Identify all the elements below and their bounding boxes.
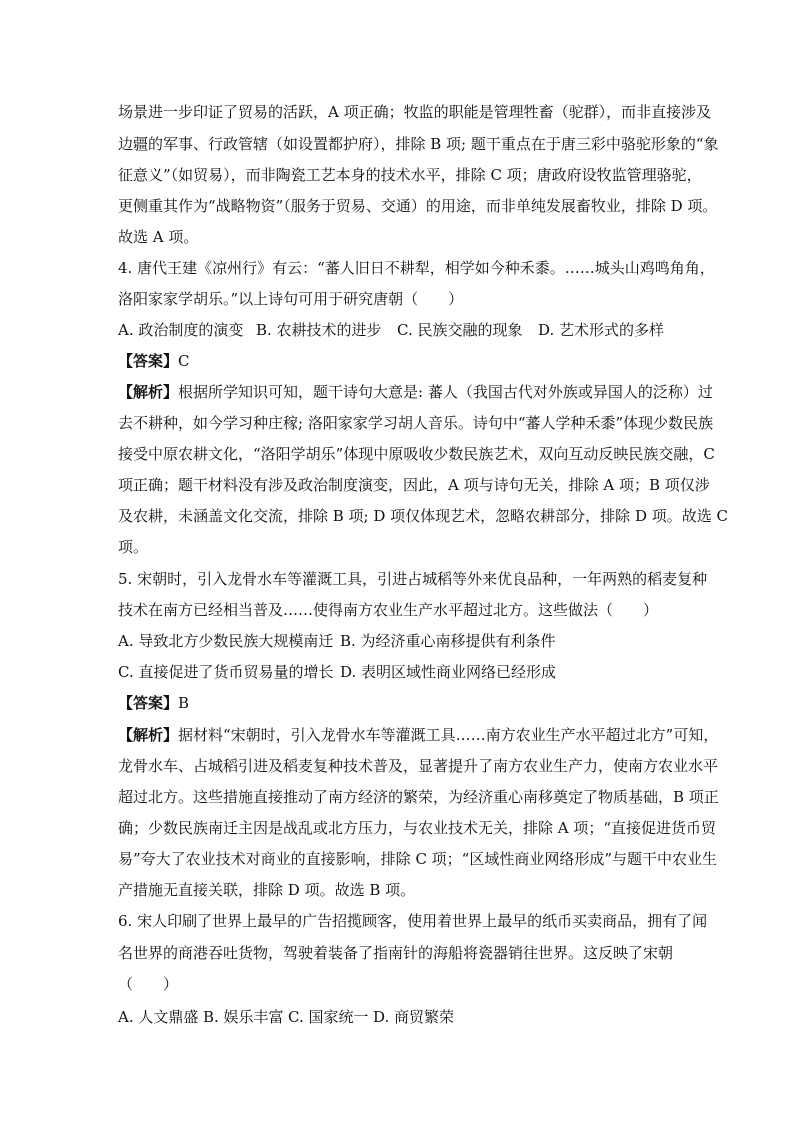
analysis-line: 及农耕，未涵盖文化交流，排除 B 项; D 项仅体现艺术，忽略农耕部分，排除 D 项。故选 C (118, 507, 728, 525)
question-5-stem: 技术在南方已经相当普及……使得南方农业生产水平超过北方。这些做法（ ） (118, 601, 659, 619)
answer-line (118, 350, 190, 372)
answer-value: B (178, 694, 190, 712)
analysis-label: 【解析】 (118, 383, 179, 401)
option-b: B. 为经济重心南移提供有利条件 (340, 632, 556, 650)
analysis-line (118, 724, 718, 746)
analysis-line: 边疆的军事、行政管辖（如设置都护府），排除 B 项; 题干重点在于唐三彩中骆驼形象的“象 (118, 135, 719, 153)
analysis-line: 场景进一步印证了贸易的活跃，A 项正确；牧监的职能是管理牲畜（驼群），而非直接涉及 (118, 103, 712, 121)
option-d: D. 艺术形式的多样 (538, 321, 665, 339)
analysis-line: 项。 (118, 538, 149, 556)
analysis-text: 据材料“宋朝时，引入龙骨水车等灌溉工具……南方农业生产水平超过北方”可知， (178, 726, 719, 744)
analysis-line: 易”夸大了农业技术对商业的直接影响，排除 C 项；“区域性商业网络形成”与题干中农业生 (118, 850, 718, 868)
option-c: C. 民族交融的现象 (397, 321, 523, 339)
question-4-stem: 4. 唐代王建《凉州行》有云：“蕃人旧日不耕犁，相学如今种禾黍。……城头山鸡鸣角角， (118, 259, 715, 277)
analysis-line: 项正确；题干材料没有涉及政治制度演变，因此，A 项与诗句无关，排除 A 项；B 项仅涉 (118, 476, 710, 494)
analysis-line: 产措施无直接关联，排除 D 项。故选 B 项。 (118, 881, 416, 899)
question-4-options (118, 319, 664, 341)
analysis-line: 故选 A 项。 (118, 228, 199, 246)
question-5-stem: 5. 宋朝时，引入龙骨水车等灌溉工具，引进占城稻等外来优良品种，一年两熟的稻麦复种 (118, 570, 708, 588)
option-d: D. 表明区域性商业网络已经形成 (340, 663, 557, 681)
analysis-line (118, 381, 713, 403)
answer-label: 【答案】 (118, 694, 179, 712)
question-5-options-row-2 (118, 661, 556, 683)
question-6-stem: 名世界的商港吞吐货物，驾驶着装备了指南针的海船将瓷器销往世界。这反映了宋朝 (118, 944, 674, 962)
answer-line (118, 692, 189, 714)
question-6-stem: 6. 宋人印刷了世界上最早的广告招揽顾客，使用着世界上最早的纸币买卖商品，拥有了闻 (118, 912, 708, 930)
analysis-text: 根据所学知识可知，题干诗句大意是: 蕃人（我国古代对外族或异国人的泛称）过 (178, 383, 713, 401)
analysis-line: 接受中原农耕文化，“洛阳学胡乐”体现中原吸收少数民族艺术，双向互动反映民族交融，C (118, 445, 715, 463)
analysis-line: 超过北方。这些措施直接推动了南方经济的繁荣，为经济重心南移奠定了物质基础，B 项正 (118, 788, 719, 806)
question-5-options-row-1 (118, 630, 556, 652)
question-6-stem: （ ） (118, 975, 179, 993)
option-c: C. 直接促进了货币贸易量的增长 (118, 663, 334, 681)
question-4-stem: 洛阳家家学胡乐。”以上诗句可用于研究唐朝（ ） (118, 290, 464, 308)
analysis-line: 征意义”（如贸易），而非陶瓷工艺本身的技术水平，排除 C 项；唐政府设牧监管理骆驼， (118, 166, 702, 184)
analysis-line: 龙骨水车、占城稻引进及稻麦复种技术普及，显著提升了南方农业生产力，使南方农业水平 (118, 757, 719, 775)
analysis-line: 确；少数民族南迁主因是战乱或北方压力，与农业技术无关，排除 A 项；“直接促进货币贸 (118, 819, 717, 837)
analysis-line: 更侧重其作为“战略物资”（服务于贸易、交通）的用途，而非单纯发展畜牧业，排除 D 项。 (118, 197, 718, 215)
option-b: B. 娱乐丰富 (203, 1008, 284, 1026)
analysis-label: 【解析】 (118, 726, 179, 744)
analysis-line: 去不耕种，如今学习种庄稼; 洛阳家家学习胡人音乐。诗句中“蕃人学种禾黍”体现少数民族 (118, 414, 714, 432)
option-a: A. 政治制度的演变 (118, 321, 244, 339)
option-c: C. 国家统一 (288, 1008, 369, 1026)
option-b: B. 农耕技术的进步 (256, 321, 382, 339)
answer-value: C (178, 352, 190, 370)
option-d: D. 商贸繁荣 (373, 1008, 455, 1026)
question-6-options (118, 1006, 454, 1028)
option-a: A. 导致北方少数民族大规模南迁 (118, 632, 334, 650)
answer-label: 【答案】 (118, 352, 179, 370)
option-a: A. 人文鼎盛 (118, 1008, 199, 1026)
